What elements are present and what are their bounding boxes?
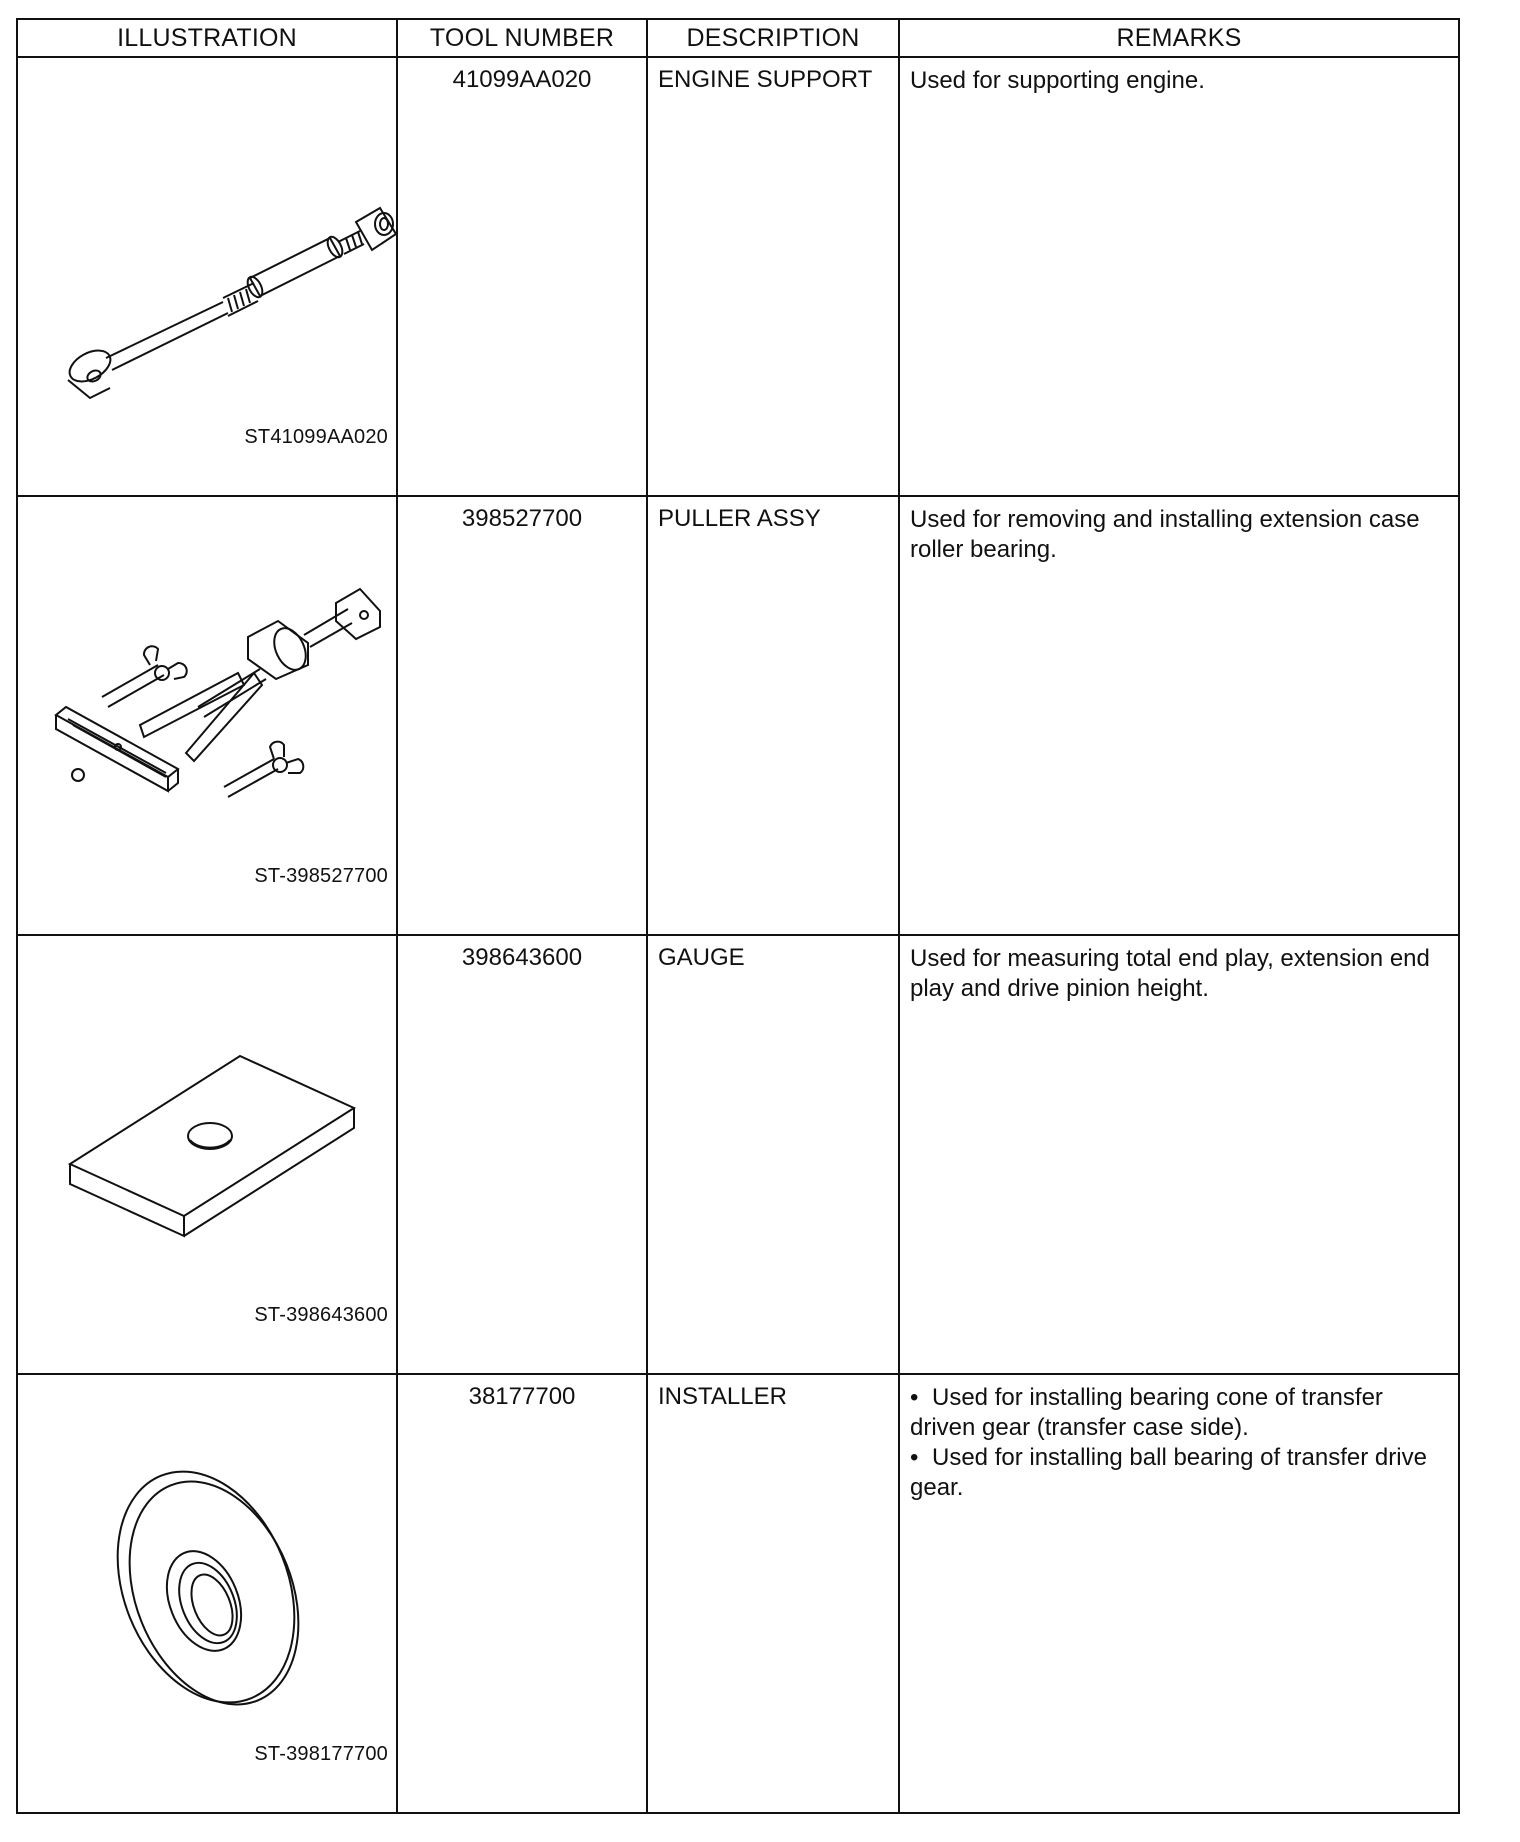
tool-description: GAUGE <box>647 935 899 1374</box>
header-tool-number: TOOL NUMBER <box>397 19 647 57</box>
engine-support-bar-icon <box>18 58 398 486</box>
table-row <box>17 57 1459 496</box>
illustration-code: ST-398177700 <box>254 1743 388 1765</box>
tool-description: INSTALLER <box>647 1374 899 1813</box>
bullet-text: Used for installing ball bearing of transfer drive gear. <box>910 1444 1427 1501</box>
tool-number: 41099AA020 <box>397 57 647 496</box>
illustration-code: ST-398527700 <box>254 865 388 887</box>
tool-number: 38177700 <box>397 1374 647 1813</box>
tool-description: PULLER ASSY <box>647 496 899 935</box>
list-item <box>910 1443 1444 1503</box>
installer-disc-icon <box>18 1375 398 1803</box>
illustration-code: ST-398643600 <box>254 1304 388 1326</box>
illustration-cell <box>17 1374 397 1813</box>
header-illustration: ILLUSTRATION <box>17 19 397 57</box>
illustration-cell <box>17 496 397 935</box>
tool-description: ENGINE SUPPORT <box>647 57 899 496</box>
illustration-cell <box>17 935 397 1374</box>
tool-remarks <box>899 1374 1459 1813</box>
tool-remarks: Used for measuring total end play, extension end play and drive pinion height. <box>899 935 1459 1374</box>
illustration-cell <box>17 57 397 496</box>
tool-remarks: Used for removing and installing extension case roller bearing. <box>899 496 1459 935</box>
special-tools-sheet <box>16 18 1458 1814</box>
gauge-plate-icon <box>18 936 398 1364</box>
table-row <box>17 1374 1459 1813</box>
special-tools-table <box>16 18 1460 1814</box>
bullet-icon: • <box>910 1444 919 1471</box>
table-row <box>17 935 1459 1374</box>
bullet-icon: • <box>910 1384 919 1411</box>
bullet-text: Used for installing bearing cone of transfer driven gear (transfer case side). <box>910 1384 1383 1441</box>
tool-number: 398527700 <box>397 496 647 935</box>
list-item <box>910 1383 1444 1443</box>
puller-assembly-icon <box>18 497 398 925</box>
header-remarks: REMARKS <box>899 19 1459 57</box>
illustration-code: ST41099AA020 <box>244 426 388 448</box>
tool-remarks: Used for supporting engine. <box>899 57 1459 496</box>
tool-number: 398643600 <box>397 935 647 1374</box>
table-header-row <box>17 19 1459 57</box>
table-row <box>17 496 1459 935</box>
remarks-bullet-list <box>910 1383 1444 1503</box>
header-description: DESCRIPTION <box>647 19 899 57</box>
